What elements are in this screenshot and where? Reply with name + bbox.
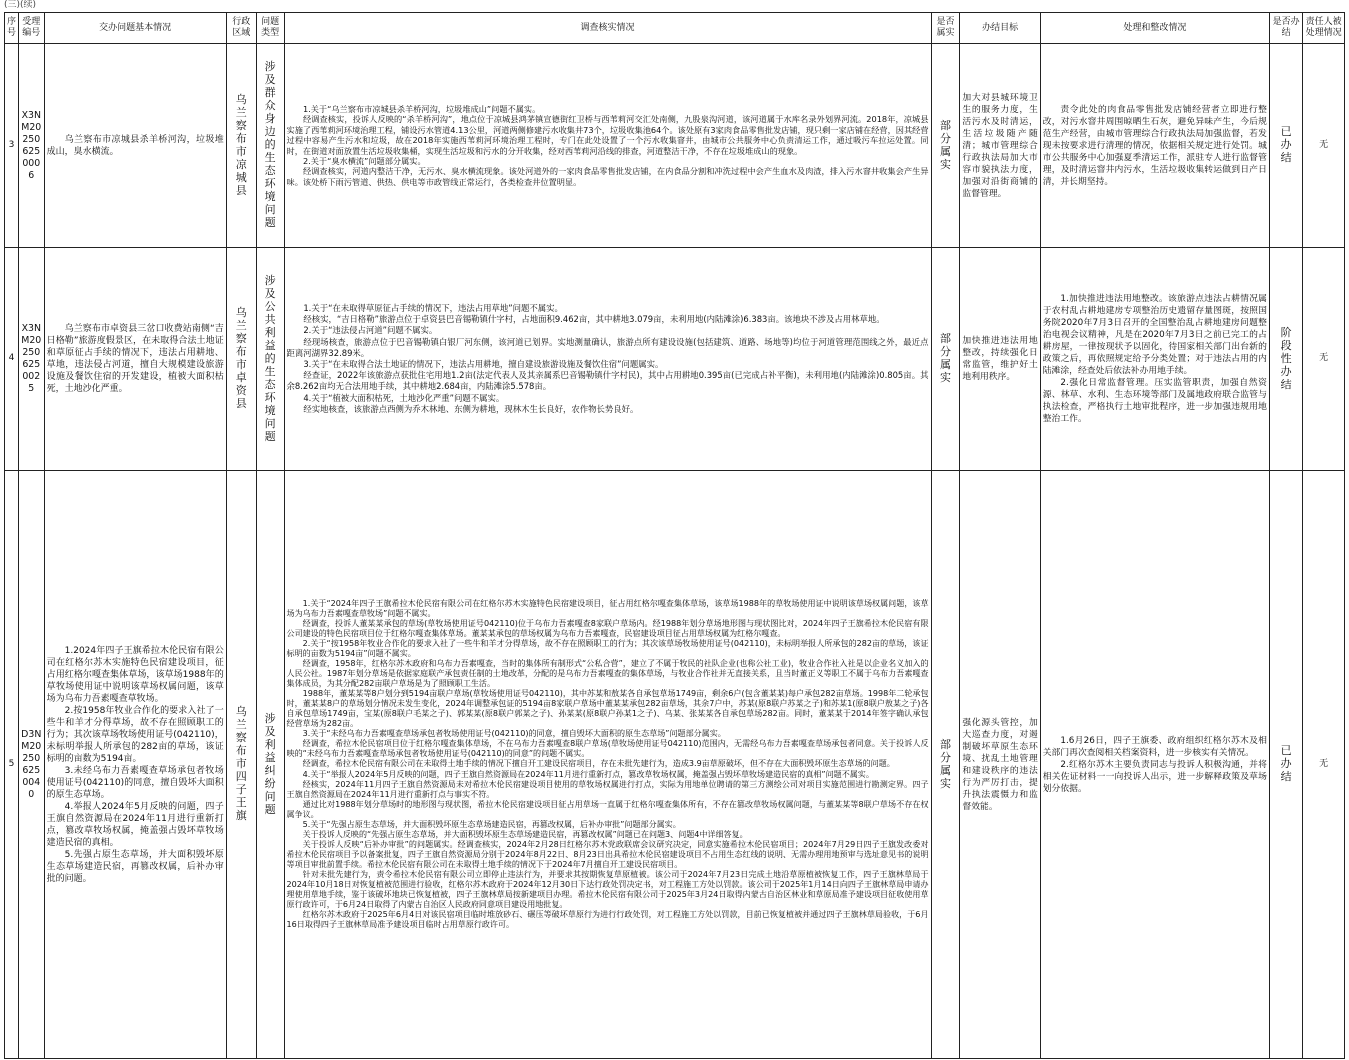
row-index: 4 [5,248,19,471]
row-target: 加快推进违法用地整改，持续强化日常监管，维护好土地利用秩序。 [960,248,1040,471]
inv-paragraph: 1.关于“乌兰察布市凉城县杀羊桥河沟，垃圾堆成山”问题不属实。 [302,103,541,114]
summary-paragraph: 2.按1958年牧业合作化的要求入社了一些牛和羊才分得草场，故不存在照顾职工的行为；其次该草场牧场使用证号(042110)，未标明举报人所承包的282亩的草场，该证标明的亩数为5194亩。 [46,705,224,764]
row-code: X3NM20250625000 6 [18,44,44,248]
summary-paragraph: 乌兰察布市凉城县杀羊桥河沟，垃圾堆成山，臭水横流。 [46,134,224,157]
row-index: 3 [5,44,19,248]
inv-paragraph: 经调查，1958年，红格尔苏木政府和乌布力吾素嘎查，当时的集体所有制形式“公私合营”，建立了不属于牧民的社队企业(也称公社工业)，牧业合作社入社是以企业名义加入的人民公社。1987年划分草场是依据家庭联产承包责任制的土地改革，分配的是乌布力吾素嘎查的集体草场，与牧业合作社并无直接关系，且当时董正义等职工不属于乌布力吾素嘎查集体成员，为其分配282亩联户草场是为了照顾职工生活。 [286,659,929,689]
inv-paragraph: 经调查，希拉木伦民宿项目位于红格尔嘎查集体草场，不在乌布力吾素嘎查8联户草场(草牧场使用证号042110)范围内，无需经乌布力吾素嘎查草场承包者同意。关于投诉人反映的“未经乌布力吾素嘎查草场承包者牧场使用证号(042110)的同意”的问题不属实。 [286,739,929,759]
table-row [5,471,1345,1059]
row-investigation [284,248,931,471]
table-header-row [5,13,1345,44]
inv-paragraph: 4.关于“举报人2024年5月反映的问题，四子王旗自然资源局在2024年11月进行重新打点，篡改草牧场权属，掩盖强占毁坏草牧场建造民宿的真相”问题不属实。 [302,769,874,779]
region-text: 乌兰察布市凉城县 [235,92,247,197]
table-row [5,248,1345,471]
region-text: 乌兰察布市卓资县 [235,306,247,411]
inv-paragraph: 关于投诉人反映“后补办审批”的问题属实。经调查核实，2024年2月28日红格尔苏木党政联席会议研究决定，同意实施希拉木伦民宿项目；2024年7月29日四子王旗发改委对希拉木伦民宿项目予以备案批复，四子王旗自然资源局分别于2024年8月22日、8月23日出具希拉木伦民宿建设项目不占用生态红线的说明、无需办理用地预审与选址意见书的说明等项目审批前置手续。希拉木伦民宿有限公司在未取得土地手续的情况下于2024年7月擅自开工建设民宿项目。 [286,839,929,869]
row-summary [44,471,226,1059]
done-text: 阶段性办结 [1280,325,1292,391]
header-type: 问题类型 [256,13,284,44]
inv-paragraph: 1.关于“2024年四子王旗希拉木伦民宿有限公司在红格尔苏木实施特色民宿建设项目，征占用红格尔嘎查集体草场，该草场1988年的草牧场使用证中说明该草场权属问题，该草场为乌布力吾素嘎查草牧场”问题不属实。 [286,598,929,618]
inv-paragraph: 针对未批先建行为，责令希拉木伦民宿有限公司立即停止违法行为，并要求其按期恢复草原植被。该公司于2024年7月23日完成土地沿草原植被恢复工作，四子王旗林草局于2024年10月18日对恢复植被范围进行验收，红格尔苏木政府于2024年12月30日下达行政处罚决定书，对工程施工方处以罚款。该公司于2025年1月14日向四子王旗林草局申请办理使用草地手续，鉴于该破坏地块已恢复植被，四子王旗林草局按新建项目办理。希拉木伦民宿有限公司于2025年3月24日取得内蒙古自治区林业和草原局准予建设项目征收使用草原行政许可，于6月24日取得了内蒙古自治区人民政府同意项目建设用地批复。 [286,869,929,910]
inv-paragraph: 经核实，“吉日格勒”旅游点位于卓资县巴音锡勒镇什字村，占地面积9.462亩，其中耕地3.079亩，未利用地(内陆滩涂)6.383亩。该地块不涉及占用林草地。 [303,314,885,325]
handling-paragraph: 责令此处的肉食品零售批发店铺经营者立即进行整改，对污水窨井周围晾晒生石灰，避免异味产生，今后规范生产经营，由城市管理综合行政执法局加强监督，若发现未按要求进行清理的情况，依据相关规定进行处罚。城市公共服务中心加强夏季清运工作，派驻专人进行监督管理，及时清运窨井内污水，生活垃圾收集转运做到日产日清，并长期坚持。 [1042,104,1267,187]
inv-paragraph: 关于投诉人反映的“先强占原生态草场，并大面积毁坏原生态草场建造民宿，再篡改权属”问题已在问题3、问题4中详细答复。 [302,829,748,839]
row-done [1269,248,1302,471]
row-code: D3NM20250625004 0 [18,471,44,1059]
row-code: X3NM20250625002 5 [18,248,44,471]
row-investigation [284,44,931,248]
done-text: 已办结 [1280,125,1292,165]
row-index: 5 [5,471,19,1059]
inv-paragraph: 1.关于“在未取得草原征占手续的情况下，违法占用草地”问题不属实。 [303,302,563,313]
row-truth [931,248,960,471]
header-region: 行政区域 [226,13,256,44]
header-code: 受理编号 [18,13,44,44]
inv-paragraph: 3.关于“未经乌布力吾素嘎查草场承包者牧场使用证号(042110)的同意，擅自毁坏大面积的原生态草场”问题部分属实。 [302,729,726,739]
row-summary [44,248,226,471]
handling-paragraph: 2.红格尔苏木主要负责同志与投诉人积极沟通，并将相关佐证材料一一向投诉人出示，进一步解释政策及草场划分依据。 [1042,759,1267,794]
handling-paragraph: 2.强化日常监督管理。压实监管职责，加强自然资源、林草、水利、生态环境等部门及属地政府联合监管与执法检查，严格执行土地审批程序，进一步加强违规用地整治工作。 [1042,378,1267,424]
header-investigation: 调查核实情况 [284,13,931,44]
row-region [226,44,256,248]
row-summary [44,44,226,248]
inv-paragraph: 经实地核查，该旅游点西侧为乔木林地、东侧为耕地，现林木生长良好，农作物长势良好。 [303,403,639,414]
type-text: 涉及公共利益的生态环境问题 [264,273,276,443]
type-text: 涉及利益纠纷问题 [264,711,276,816]
header-target: 办结目标 [960,13,1040,44]
handling-paragraph: 1.6月26日，四子王旗委、政府组织红格尔苏木及相关部门再次查阅相关档案资料，进一步核实有关情况。 [1042,735,1267,758]
inv-paragraph: 通过比对1988年划分草场时的地形图与现状图，希拉木伦民宿建设项目征占用草场一直属于红格尔嘎查集体所有，不存在篡改草牧场权属问题，与董某某等8联户草场不存在权属争议。 [286,799,929,819]
row-target: 强化源头管控，加大巡查力度，对遏制破坏草原生态环境、扰乱土地管理和建设秩序的违法行为严厉打击，提升执法震慑力和监督效能。 [960,471,1040,1059]
header-handling: 处理和整改情况 [1040,13,1269,44]
row-handling [1040,248,1269,471]
row-region [226,471,256,1059]
header-summary: 交办问题基本情况 [44,13,226,44]
handling-paragraph: 1.加快推进违法用地整改。该旅游点违法占耕情况属于农村乱占耕地建房专项整治历史遗留存量图斑，按照国务院2020年7月3日召开的全国整治乱占耕地建房问题整治电视会议精神，凡是在2020年7月3日之前已完工的占耕房屋，一律按现状予以固化，待国家相关部门出台新的政策之后，再依照规定给予分类处置；对于违法占用的内陆滩涂，经查处后依法补办用地手续。 [1042,294,1267,376]
summary-paragraph: 5.先强占原生态草场，并大面积毁坏原生态草场建造民宿，再篡改权属，后补办审批的问题。 [46,849,224,884]
inv-paragraph: 经调查核实，河道内整洁干净，无污水、臭水横流现象。该处河道外的一家肉食品零售批发店铺，在内食品分割和冲洗过程中会产生血水及肉渣，排入污水窨井收集会产生异味。该处桥下雨污管道、供热、供电等市政管线正常运行，各类检查井位置明显。 [286,166,929,187]
inv-paragraph: 5.关于“先强占原生态草场，并大面积毁坏原生态草场建造民宿，再篡改权属，后补办审批”问题部分属实。 [302,819,681,829]
row-handling [1040,44,1269,248]
summary-paragraph: 3.未经乌布力吾素嘎查草场承包者牧场使用证号(042110)的同意，擅自毁坏大面积的原生态草场。 [46,765,224,800]
inv-paragraph: 2.关于“违法侵占河道”问题不属实。 [303,325,438,336]
truth-text: 部分属实 [939,118,951,171]
inv-paragraph: 红格尔苏木政府于2025年6月4日对该民宿项目临时堆放砂石、碾压等破坏草原行为进行行政处罚，对工程施工方处以罚款，目前已恢复植被并通过四子王旗林草局验收，于6月16日取得四子王旗林草局准予建设项目临时占用草原行政许可。 [286,910,929,930]
row-done [1269,471,1302,1059]
truth-text: 部分属实 [939,737,951,790]
inv-paragraph: 经查证，2022年该旅游点获批住宅用地1.2亩(法定代表人及其亲属系巴音锡勒镇什字村民)，其中占用耕地0.395亩(已完成占补平衡)，未利用地(内陆滩涂)0.805亩。其余8.262亩均无合法用地手续，其中耕地2.684亩，内陆滩涂5.578亩。 [286,370,929,392]
truth-text: 部分属实 [939,332,951,385]
table-row [5,44,1345,248]
inv-paragraph: 2.关于“按1958年牧业合作化的要求入社了一些牛和羊才分得草场，故不存在照顾职工的行为；其次该草场牧场使用证号(042110)，未标明举报人所承包的282亩的草场，该证标明的亩数为5194亩”问题不属实。 [286,638,929,658]
row-target: 加大对县城环境卫生的服务力度，生活污水及时清运，生活垃圾随产随清；城市管理综合行政执法局加大市容市貌执法力度，加强对沿街商铺的监督管理。 [960,44,1040,248]
inv-paragraph: 1988年，董某某等8户划分到5194亩联户草场(草牧场使用证号042110)，其中苏某和敖某各自承包草场1749亩，剩余6户(包含董某某)每户承包282亩草场。1998年二轮承包时，董某某8户的草场划分情况未发生变化，2024年调整承包证的5194亩8家联户草场中董某某承包282亩草场，其余7户中，苏某(原8联户苏某之子)和苏某1(原8联户敖某之子)各自承包草场1749亩，宝某(原8联户毛某之子)、郭某某(原8联户郭某之子)、孙某某(原8联户孙某1之子)、乌某、张某某各自承包草场282亩。同时，董某某于2014年签字确认承包经营草场为282亩。 [286,689,929,729]
summary-paragraph: 1.2024年四子王旗希拉木伦民宿有限公司在红格尔苏木实施特色民宿建设项目，征占用红格尔嘎查集体草场，该草场1988年的草牧场使用证中说明该草场权属问题，该草场为乌布力吾素嘎查草牧场。 [46,645,224,704]
inv-paragraph: 4.关于“植被大面积枯死，土地沙化严重”问题不属实。 [303,392,505,403]
row-type [256,471,284,1059]
row-person: 无 [1303,248,1345,471]
page-header-fragment: (三)(续) [4,0,37,10]
inv-paragraph: 3.关于“在未取得合法土地证的情况下，违法占用耕地，擅自建设旅游设施及餐饮住宿”问题属实。 [303,359,664,369]
header-truth: 是否属实 [931,13,960,44]
done-text: 已办结 [1280,744,1292,784]
inv-paragraph: 2.关于“臭水横流”问题部分属实。 [302,155,426,166]
row-investigation [284,471,931,1059]
inv-paragraph: 经调查，投诉人董某某承包的草场(草牧场使用证号042110)位于乌布力吾素嘎查8家联户草场内。经1988年划分草场地形图与现状图比对，2024年四子王旗希拉木伦民宿有限公司建设的特色民宿项目位于红格尔嘎查集体草场。董某某承包的草场权属为乌布力吾素嘎查，民宿建设项目征占用草场权属为红格尔嘎查。 [286,618,929,638]
row-type [256,248,284,471]
header-index: 序号 [5,13,19,44]
header-person: 责任人被处理情况 [1303,13,1345,44]
inv-paragraph: 经现场核查，旅游点位于巴音锡勒镇白银厂河东侧，该河道已划界。实地测量确认，旅游点所有建设设施(包括建筑、道路、场地等)均位于河道管理范围线之外，最近点距离河湖界32.89米。 [286,336,929,358]
header-done: 是否办结 [1269,13,1302,44]
summary-paragraph: 4.举报人2024年5月反映的问题，四子王旗自然资源局在2024年11月进行重新打点，篡改草牧场权属，掩盖强占毁坏草牧场建造民宿的真相。 [46,801,224,848]
complaint-table [4,12,1345,1059]
row-truth [931,44,960,248]
row-person: 无 [1303,471,1345,1059]
summary-paragraph: 乌兰察布市卓资县三岔口收费站南侧“吉日格勒”旅游度假景区，在未取得合法土地证和草原征占手续的情况下，违法占用耕地、草地，违法侵占河道，擅自大规模建设旅游设施及餐饮住宿的开发建设，植被大面积枯死，土地沙化严重。 [46,324,224,394]
type-text: 涉及群众身边的生态环境问题 [264,60,276,230]
inv-paragraph: 经调查核实，投诉人反映的“杀羊桥河沟”，地点位于凉城县鸿茅镇宣德街红卫桥与西苇莉河交汇处南侧，九股泉沟河道，该河道属于水库名录外划界河流。2018年，凉城县实施了西苇莉河环境治理工程，铺设污水管道4.13公里，河道两侧修建污水收集井73个，垃圾收集池64个。该处原有3家肉食品零售批发店铺，现只剩一家店铺在经营，因其经营过程中容易产生污水和垃圾，故在2018年实施西苇莉河环境治理工程时，专门在此处设置了一个污水收集窨井，由城市公共服务中心负责清运工作，通过吸污车拉运处置。同时，在街道对面放置生活垃圾收集桶，实现生活垃圾和污水的分开收集，经对西苇莉河沿线的排查，河道整洁干净，不存在垃圾堆成山的现象。 [286,114,929,156]
inv-paragraph: 经核实，2024年11月四子王旗自然资源局未对希拉木伦民宿建设项目使用的草牧场权属进行打点，实际为用地单位聘请的第三方测绘公司对项目实施范围进行勘测定界。四子王旗自然资源局在2024年11月进行重新打点与事实不符。 [286,779,929,799]
row-region [226,248,256,471]
row-handling [1040,471,1269,1059]
region-text: 乌兰察布市四子王旗 [235,705,247,823]
inv-paragraph: 经调查，希拉木伦民宿有限公司在未取得土地手续的情况下擅自开工建设民宿项目，存在未批先建行为，造成3.9亩草原破坏，但不存在大面积毁坏原生态草场的问题。 [302,759,895,769]
row-type [256,44,284,248]
row-person: 无 [1303,44,1345,248]
row-truth [931,471,960,1059]
row-done [1269,44,1302,248]
